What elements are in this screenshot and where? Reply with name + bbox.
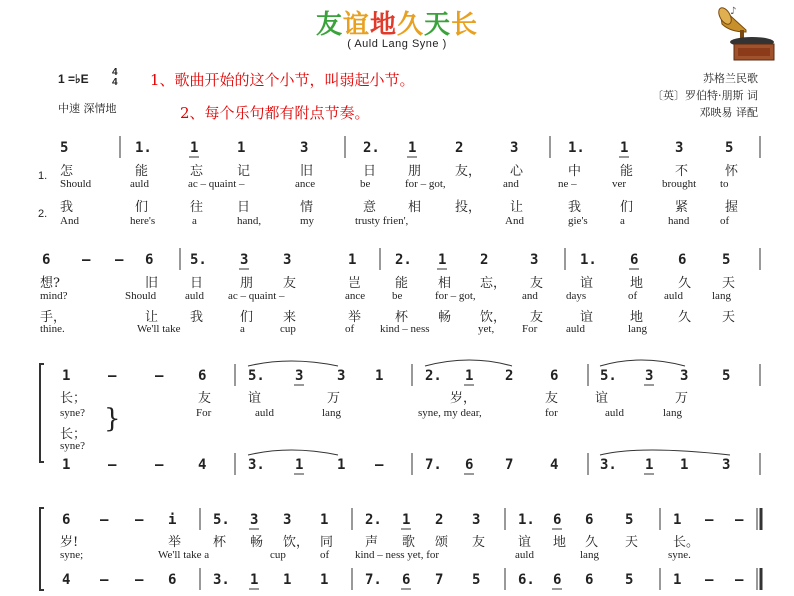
lyric: 友 bbox=[545, 391, 559, 406]
lyric: 友 bbox=[530, 310, 544, 325]
lyric: And bbox=[505, 215, 524, 227]
lyric: 谊 bbox=[580, 310, 594, 325]
lyric: syne? bbox=[60, 440, 86, 452]
note: 1 bbox=[62, 368, 71, 384]
note: 5 bbox=[725, 140, 734, 156]
lyric: 我 bbox=[60, 200, 74, 215]
lyric: 来 bbox=[283, 310, 297, 325]
note: – bbox=[705, 512, 714, 528]
lyric: 想? bbox=[40, 276, 60, 291]
note: 3 bbox=[510, 140, 519, 156]
note: 6 bbox=[465, 457, 474, 473]
lyric: For bbox=[522, 323, 538, 335]
lyric: thine. bbox=[40, 323, 65, 335]
lyric: to bbox=[720, 178, 729, 190]
title-char: 长 bbox=[451, 10, 479, 40]
lyric: 相 bbox=[408, 200, 422, 215]
note: 6 bbox=[550, 368, 559, 384]
lyric: syne; bbox=[60, 549, 84, 561]
lyric: days bbox=[566, 290, 587, 302]
lyric: be bbox=[392, 290, 403, 302]
lyric: 同 bbox=[320, 535, 334, 550]
note: 2 bbox=[435, 512, 444, 528]
lyric: brought bbox=[662, 178, 697, 190]
lyric: ance bbox=[345, 290, 366, 302]
note: – bbox=[82, 252, 91, 268]
verse-number-1: 1. bbox=[38, 170, 48, 182]
lyric: 声 bbox=[365, 535, 379, 550]
lyric: And bbox=[60, 215, 79, 227]
lyric: lang bbox=[580, 549, 599, 561]
lyric: 能 bbox=[135, 164, 149, 179]
note: 1. bbox=[580, 252, 597, 268]
tempo-marking: 中速 深情地 bbox=[58, 102, 117, 115]
lyric: 日 bbox=[190, 276, 204, 291]
note: i bbox=[168, 512, 177, 528]
credit-lyricist: 〔英〕罗伯特·朋斯 词 bbox=[652, 89, 758, 102]
lyric: 长； bbox=[60, 427, 87, 442]
lyric: 意 bbox=[363, 200, 377, 215]
lyric: For bbox=[196, 407, 212, 419]
note: 3 bbox=[295, 368, 304, 384]
lyric: syne, my dear, bbox=[418, 407, 482, 419]
lyric: 友 bbox=[283, 276, 297, 291]
lyric: a bbox=[620, 215, 625, 227]
lyric: ver bbox=[612, 178, 627, 190]
lyric: 们 bbox=[620, 200, 634, 215]
note: 1 bbox=[320, 512, 329, 528]
note: 6 bbox=[168, 572, 177, 588]
time-top: 4 bbox=[112, 67, 118, 78]
title-char: 友 bbox=[315, 10, 343, 40]
lyric: 紧 bbox=[675, 200, 689, 215]
lyric: a bbox=[240, 323, 245, 335]
note: 1 bbox=[465, 368, 474, 384]
lyric: 饮， bbox=[480, 310, 507, 325]
note: 1 bbox=[190, 140, 199, 156]
lyric: 怎 bbox=[60, 164, 74, 179]
lyric: ance bbox=[295, 178, 316, 190]
note: 5 bbox=[722, 252, 731, 268]
lyric: cup bbox=[280, 323, 296, 335]
note: 5. bbox=[213, 512, 230, 528]
note: 3 bbox=[722, 457, 731, 473]
annotation-1: 1、歌曲开始的这个小节，叫弱起小节。 bbox=[150, 71, 415, 89]
note: 6 bbox=[678, 252, 687, 268]
lyric: 杯 bbox=[213, 535, 227, 550]
lyric: auld bbox=[605, 407, 624, 419]
note: – bbox=[135, 512, 144, 528]
lyric: auld bbox=[664, 290, 683, 302]
lyric: 投， bbox=[455, 200, 482, 215]
note: 1 bbox=[375, 368, 384, 384]
note: 2 bbox=[480, 252, 489, 268]
note: – bbox=[735, 512, 744, 528]
lyric: my bbox=[300, 215, 315, 227]
lyric: 们 bbox=[240, 310, 254, 325]
note: 3 bbox=[472, 512, 481, 528]
note: 1 bbox=[62, 457, 71, 473]
note: 3 bbox=[530, 252, 539, 268]
note: – bbox=[100, 512, 109, 528]
lyric: auld bbox=[130, 178, 149, 190]
lyric: lang bbox=[712, 290, 731, 302]
lyric: of bbox=[320, 549, 330, 561]
lyric: 让 bbox=[145, 310, 159, 325]
note: – bbox=[155, 457, 164, 473]
note: 1 bbox=[237, 140, 246, 156]
lyric: lang bbox=[663, 407, 682, 419]
lyric: syne? bbox=[60, 407, 86, 419]
annotation-2: 2、每个乐句都有附点节奏。 bbox=[180, 104, 370, 122]
note: 5. bbox=[190, 252, 207, 268]
lyric: of bbox=[628, 290, 638, 302]
note: 2. bbox=[395, 252, 412, 268]
note: 1 bbox=[402, 512, 411, 528]
lyric: 万 bbox=[327, 391, 341, 406]
note: 3. bbox=[248, 457, 265, 473]
lyric: 朋 bbox=[240, 276, 254, 291]
key-signature: 1 =♭E bbox=[58, 72, 89, 86]
note: 4 bbox=[62, 572, 71, 588]
lyric: 岁! bbox=[60, 535, 79, 550]
lyric: lang bbox=[322, 407, 341, 419]
note: – bbox=[108, 368, 117, 384]
lyric: 久 bbox=[678, 310, 692, 325]
note: 2. bbox=[425, 368, 442, 384]
note: 5 bbox=[472, 572, 481, 588]
lyric: 日 bbox=[237, 200, 251, 215]
lyric: 中 bbox=[568, 164, 582, 179]
lyric: be bbox=[360, 178, 371, 190]
note: – bbox=[705, 572, 714, 588]
note: 1 bbox=[620, 140, 629, 156]
note: 7. bbox=[425, 457, 442, 473]
lyric: a bbox=[192, 215, 197, 227]
lyric: 谊 bbox=[580, 276, 594, 291]
lyric: 们 bbox=[135, 200, 149, 215]
lyric: 忘， bbox=[480, 276, 507, 291]
lyric: 旧 bbox=[145, 276, 159, 291]
lyric: 我 bbox=[190, 310, 204, 325]
note: 1. bbox=[518, 512, 535, 528]
note: 1. bbox=[135, 140, 152, 156]
note: 3 bbox=[283, 512, 292, 528]
note: 1 bbox=[408, 140, 417, 156]
note: 3 bbox=[675, 140, 684, 156]
lyric: 情 bbox=[300, 200, 314, 215]
lyric: 畅 bbox=[438, 310, 452, 325]
note: 3. bbox=[213, 572, 230, 588]
lyric: 谊 bbox=[248, 391, 262, 406]
lyric: cup bbox=[270, 549, 286, 561]
note: 6 bbox=[42, 252, 51, 268]
lyric: auld bbox=[515, 549, 534, 561]
lyric: 举 bbox=[348, 310, 362, 325]
lyric: and bbox=[522, 290, 538, 302]
lyric: 握 bbox=[725, 200, 739, 215]
lyric: 朋 bbox=[408, 164, 422, 179]
note: 6 bbox=[553, 512, 562, 528]
note: 5 bbox=[722, 368, 731, 384]
note: 3. bbox=[600, 457, 617, 473]
lyric: and bbox=[503, 178, 519, 190]
lyric: for – got, bbox=[435, 290, 476, 302]
note: 4 bbox=[198, 457, 207, 473]
note: 7. bbox=[365, 572, 382, 588]
title-char: 地 bbox=[369, 10, 397, 40]
note: – bbox=[108, 457, 117, 473]
lyric: 歌 bbox=[402, 535, 416, 550]
lyric: 友 bbox=[472, 535, 486, 550]
note: 7 bbox=[505, 457, 514, 473]
lyric: auld bbox=[185, 290, 204, 302]
note: 6 bbox=[585, 512, 594, 528]
note: – bbox=[155, 368, 164, 384]
lyric: 地 bbox=[630, 310, 644, 325]
note: 5 bbox=[625, 512, 634, 528]
lyric: We'll take a bbox=[158, 549, 210, 561]
lyric: here's bbox=[130, 215, 156, 227]
lyric: 谊 bbox=[595, 391, 609, 406]
lyric: 旧 bbox=[300, 164, 314, 179]
lyric: 长。 bbox=[673, 535, 700, 550]
note: 3 bbox=[240, 252, 249, 268]
lyric: lang bbox=[628, 323, 647, 335]
lyric: of bbox=[345, 323, 355, 335]
note: 6 bbox=[62, 512, 71, 528]
note: 1 bbox=[283, 572, 292, 588]
lyric: hand bbox=[668, 215, 690, 227]
svg-text:♪: ♪ bbox=[730, 6, 737, 17]
lyric: ac – quaint – bbox=[228, 290, 285, 302]
note: 1 bbox=[348, 252, 357, 268]
lyric: ne – bbox=[558, 178, 577, 190]
note: – bbox=[100, 572, 109, 588]
lyric: 天 bbox=[625, 535, 639, 550]
note: – bbox=[375, 457, 384, 473]
lyric: 地 bbox=[630, 276, 644, 291]
note: 3 bbox=[250, 512, 259, 528]
note: 1 bbox=[337, 457, 346, 473]
note: 2 bbox=[455, 140, 464, 156]
credit-origin: 苏格兰民歌 bbox=[703, 72, 758, 85]
lyric: 不 bbox=[675, 164, 689, 179]
lyric: 地 bbox=[553, 535, 567, 550]
lyric: mind? bbox=[40, 290, 68, 302]
note: 3 bbox=[337, 368, 346, 384]
note: 1 bbox=[320, 572, 329, 588]
note: 6 bbox=[145, 252, 154, 268]
note: 6 bbox=[198, 368, 207, 384]
note: 2. bbox=[363, 140, 380, 156]
verse-brace: } bbox=[104, 404, 121, 434]
lyric: auld bbox=[255, 407, 274, 419]
lyric: 天 bbox=[722, 310, 736, 325]
lyric: 手， bbox=[40, 310, 67, 325]
lyric: 友 bbox=[198, 391, 212, 406]
time-bottom: 4 bbox=[112, 77, 118, 88]
lyric: for bbox=[545, 407, 558, 419]
lyric: 天 bbox=[722, 276, 736, 291]
lyric: syne. bbox=[668, 549, 691, 561]
note: 6. bbox=[518, 572, 535, 588]
lyric: 日 bbox=[363, 164, 377, 179]
note: – bbox=[135, 572, 144, 588]
lyric: yet, bbox=[478, 323, 495, 335]
title-char: 天 bbox=[424, 10, 452, 40]
note: 3 bbox=[645, 368, 654, 384]
lyric: 能 bbox=[395, 276, 409, 291]
note: 3 bbox=[300, 140, 309, 156]
note: 2 bbox=[505, 368, 514, 384]
title-char: 谊 bbox=[342, 10, 370, 40]
note: – bbox=[735, 572, 744, 588]
lyric: 久 bbox=[585, 535, 599, 550]
lyric: 饮， bbox=[283, 535, 310, 550]
note: 5 bbox=[625, 572, 634, 588]
note: 6 bbox=[585, 572, 594, 588]
note: – bbox=[115, 252, 124, 268]
lyric: 畅 bbox=[250, 535, 264, 550]
note: 2. bbox=[365, 512, 382, 528]
note: 1 bbox=[680, 457, 689, 473]
lyric: kind – ness yet, for bbox=[355, 549, 440, 561]
note: 1 bbox=[673, 572, 682, 588]
note: 1 bbox=[295, 457, 304, 473]
lyric: Should bbox=[60, 178, 92, 190]
lyric: kind – ness bbox=[380, 323, 430, 335]
lyric: 万 bbox=[675, 391, 689, 406]
lyric: 我 bbox=[568, 200, 582, 215]
title-char: 久 bbox=[397, 10, 425, 40]
lyric: auld bbox=[566, 323, 585, 335]
lyric: 颂 bbox=[435, 535, 449, 550]
note: 6 bbox=[630, 252, 639, 268]
note: 5 bbox=[60, 140, 69, 156]
lyric: 怀 bbox=[725, 164, 739, 179]
lyric: 忘 bbox=[190, 164, 204, 179]
lyric: 谊 bbox=[518, 535, 532, 550]
lyric: 长； bbox=[60, 391, 87, 406]
lyric: 相 bbox=[438, 276, 452, 291]
note: 3 bbox=[283, 252, 292, 268]
note: 1. bbox=[568, 140, 585, 156]
credit-translator: 邓映易 译配 bbox=[699, 106, 758, 119]
lyric: 记 bbox=[237, 164, 251, 179]
lyric: We'll take bbox=[137, 323, 181, 335]
lyric: 杯 bbox=[395, 310, 409, 325]
lyric: 心 bbox=[510, 164, 524, 179]
lyric: 久 bbox=[678, 276, 692, 291]
note: 5. bbox=[600, 368, 617, 384]
lyric: hand, bbox=[237, 215, 262, 227]
note: 1 bbox=[250, 572, 259, 588]
note: 6 bbox=[553, 572, 562, 588]
note: 1 bbox=[645, 457, 654, 473]
verse-number-2: 2. bbox=[38, 208, 48, 220]
note: 4 bbox=[550, 457, 559, 473]
lyric: 友 bbox=[530, 276, 544, 291]
lyric: 岂 bbox=[348, 276, 362, 291]
lyric: 能 bbox=[620, 164, 634, 179]
lyric: Should bbox=[125, 290, 157, 302]
note: 1 bbox=[438, 252, 447, 268]
lyric: 往 bbox=[190, 200, 204, 215]
lyric: ac – quaint – bbox=[188, 178, 245, 190]
lyric: 举 bbox=[168, 535, 182, 550]
lyric: gie's bbox=[568, 215, 588, 227]
note: 6 bbox=[402, 572, 411, 588]
note: 1 bbox=[673, 512, 682, 528]
note: 3 bbox=[680, 368, 689, 384]
lyric: 岁， bbox=[450, 391, 477, 406]
note: 7 bbox=[435, 572, 444, 588]
lyric: 友， bbox=[455, 164, 482, 179]
lyric: trusty frien', bbox=[355, 215, 409, 227]
lyric: for – got, bbox=[405, 178, 446, 190]
lyric: 让 bbox=[510, 200, 524, 215]
lyric: of bbox=[720, 215, 730, 227]
song-subtitle: ( Auld Lang Syne ) bbox=[347, 38, 447, 50]
note: 5. bbox=[248, 368, 265, 384]
